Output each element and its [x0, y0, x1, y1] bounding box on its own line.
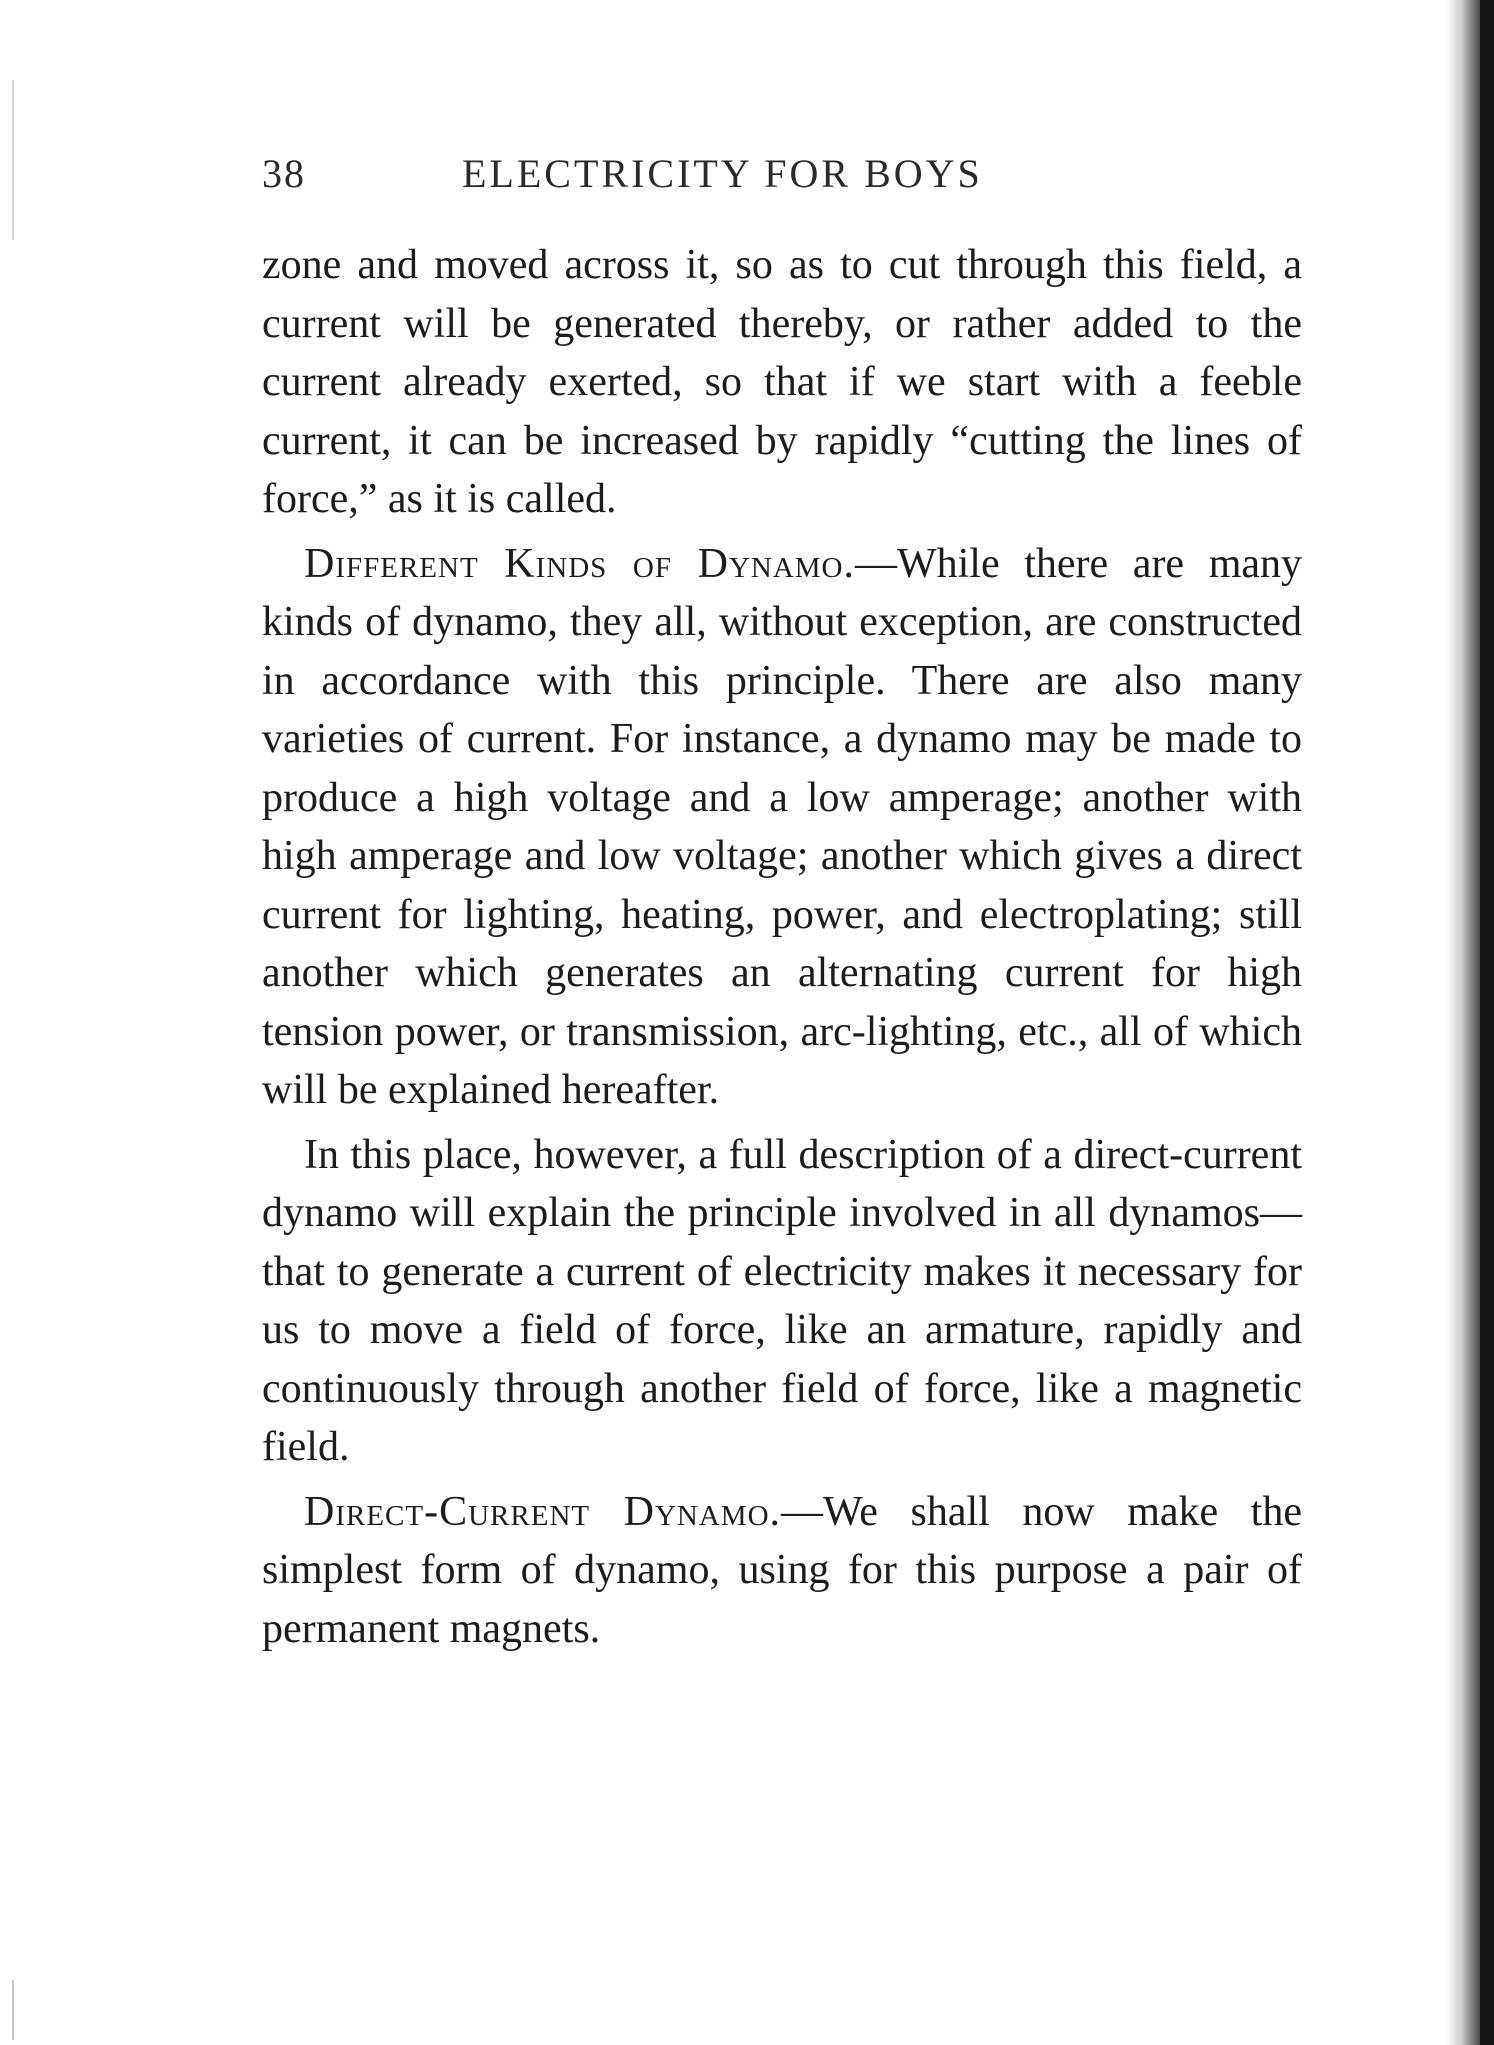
section-heading-different-kinds: Different Kinds of Dynamo. — [304, 540, 855, 587]
page-header — [262, 150, 1122, 206]
paragraph-2-text: —While there are many kinds of dynamo, they all, without exception, are constructed in accordance with this principle. There are also many varieties of current. For instance, a dynamo may be made to produce a high voltage and a low amperage; another with high amperage and low voltage; another which gives a direct current for lighting, heating, power, and electroplating; still another which generates an alternating current for high tension power, or transmission, arc-lighting, etc., all of which will be explained hereafter. — [262, 540, 1302, 1113]
section-heading-direct-current: Direct-Current Dynamo. — [304, 1488, 782, 1535]
binding-shadow — [1446, 0, 1480, 2045]
page-number: 38 — [262, 151, 306, 196]
paragraph-4-text: —We shall now make the simplest form of dynamo, using for this purpose a pair of permanent magnets. — [262, 1488, 1302, 1652]
paragraph-3: In this place, however, a full description of a direct-current dynamo will explain the principle involved in all dynamos—that to generate a current of electricity makes it necessary for us to move a field of force, like an armature, rapidly and continuously through another field of force, like a magnetic field. — [262, 1131, 1302, 1470]
binding-edge — [1480, 0, 1494, 2045]
paragraph-2 — [262, 535, 1302, 1120]
paragraph-1: zone and moved across it, so as to cut through this field, a current will be generated thereby, or rather added to the current already exerted, so that if we start with a feeble current, it can be increased by rapidly “cutting the lines of force,” as it is called. — [262, 242, 1302, 522]
body-text — [262, 236, 1302, 1664]
gutter-mark-bottom — [12, 1980, 14, 2040]
gutter-mark-top — [12, 80, 14, 240]
paragraph-4 — [262, 1483, 1302, 1659]
running-head: ELECTRICITY FOR BOYS — [462, 151, 983, 196]
